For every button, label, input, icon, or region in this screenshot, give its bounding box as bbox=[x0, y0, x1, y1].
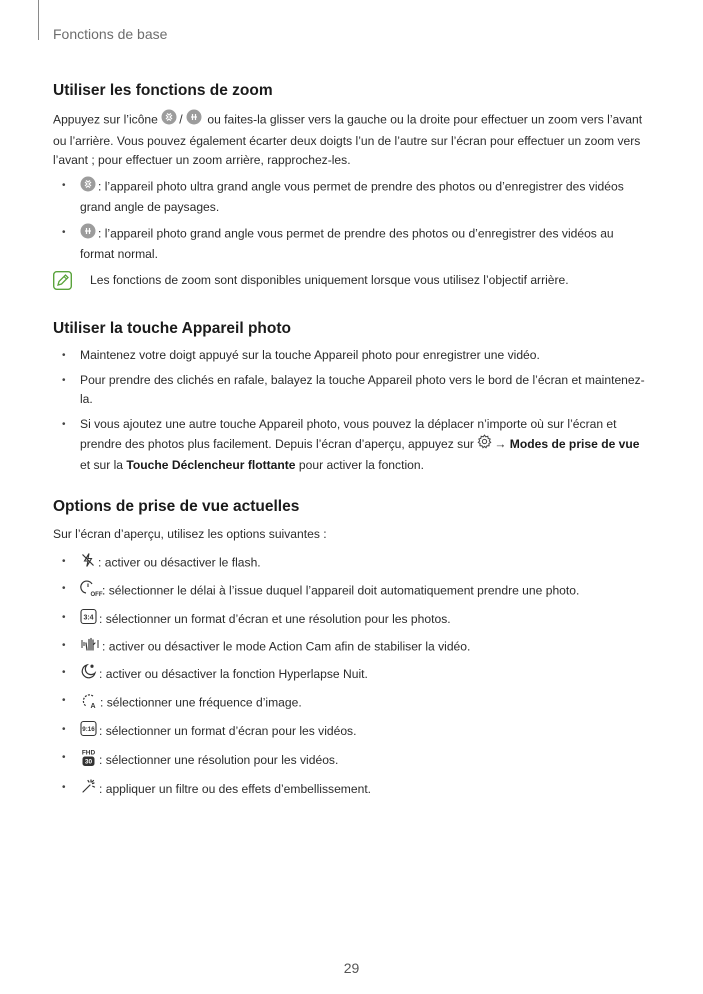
item-text: Pour prendre des clichés en rafale, balayez la touche Appareil photo vers le bord de l’écran et maintenez-la. bbox=[80, 372, 645, 406]
camera-button-heading: Utiliser la touche Appareil photo bbox=[53, 320, 291, 337]
frame-rate-icon bbox=[80, 691, 98, 716]
option-text: : sélectionner une résolution pour les vidéos. bbox=[99, 753, 339, 768]
svg-text:9:16: 9:16 bbox=[82, 726, 95, 734]
list-item bbox=[53, 748, 651, 774]
item-text: Si vous ajoutez une autre touche Appareil photo, vous pouvez la déplacer n’importe où sur l’écran et prendre des photos plus facilement. Depuis l’écran d’aperçu, appuyez sur bbox=[80, 416, 617, 451]
item-text: et sur la bbox=[80, 457, 124, 472]
list-item bbox=[53, 223, 651, 265]
item-text: Maintenez votre doigt appuyé sur la touche Appareil photo pour enregistrer une vidéo. bbox=[80, 348, 540, 362]
zoom-intro-a: Appuyez sur l’icône bbox=[53, 112, 158, 127]
flash-off-icon bbox=[80, 552, 96, 575]
bullet: • bbox=[62, 555, 66, 567]
bullet: • bbox=[62, 694, 66, 706]
svg-text:30: 30 bbox=[84, 758, 93, 766]
zoom-list bbox=[53, 176, 651, 265]
zoom-heading: Utiliser les fonctions de zoom bbox=[53, 82, 273, 99]
arrow: → bbox=[494, 436, 507, 451]
zoom-note bbox=[53, 271, 651, 291]
list-item bbox=[53, 552, 651, 575]
bullet: • bbox=[62, 752, 66, 764]
page-number: 29 bbox=[343, 960, 360, 976]
note-text: Les fonctions de zoom sont disponibles uniquement lorsque vous utilisez l’objectif arrière. bbox=[90, 272, 569, 287]
bullet: • bbox=[62, 782, 66, 794]
list-item bbox=[53, 176, 651, 218]
ultra-wide-zoom-icon bbox=[80, 176, 96, 199]
wide-zoom-icon bbox=[80, 223, 96, 246]
bullet: • bbox=[62, 226, 66, 238]
svg-text:OFF: OFF bbox=[90, 591, 103, 598]
option-text: : sélectionner le délai à l’issue duquel l’appareil doit automatiquement prendre une photo. bbox=[102, 583, 580, 598]
bullet: • bbox=[62, 418, 66, 430]
shooting-options-list bbox=[53, 552, 651, 802]
bullet: • bbox=[62, 724, 66, 736]
option-text: : sélectionner un format d’écran et une résolution pour les photos. bbox=[99, 611, 451, 626]
timer-off-icon bbox=[80, 579, 103, 604]
list-item bbox=[53, 579, 651, 604]
option-text: : sélectionner un format d’écran pour les vidéos. bbox=[99, 724, 357, 739]
header-rule bbox=[38, 0, 39, 40]
list-item bbox=[53, 720, 651, 744]
hyperlapse-night-icon bbox=[80, 663, 97, 687]
zoom-item-text: : l’appareil photo ultra grand angle vous permet de prendre des photos ou d’enregistrer des vidéos grand angle de paysages. bbox=[80, 178, 624, 214]
list-item bbox=[53, 663, 651, 687]
option-text: : sélectionner une fréquence d’image. bbox=[100, 695, 302, 710]
settings-gear-icon bbox=[477, 434, 492, 456]
shooting-options-heading: Options de prise de vue actuelles bbox=[53, 498, 300, 515]
item-text: pour activer la fonction. bbox=[298, 457, 424, 472]
bullet: • bbox=[62, 582, 66, 594]
note-pencil-icon bbox=[53, 271, 72, 297]
ultra-wide-zoom-icon bbox=[161, 109, 177, 132]
list-item bbox=[53, 778, 651, 802]
bullet: • bbox=[62, 350, 66, 361]
zoom-intro-sep: / bbox=[179, 112, 183, 127]
list-item bbox=[53, 608, 651, 632]
list-item bbox=[53, 346, 651, 366]
bullet: • bbox=[62, 666, 66, 678]
bullet: • bbox=[62, 179, 66, 191]
list-item bbox=[53, 371, 651, 410]
shooting-options-intro: Sur l’écran d’aperçu, utilisez les options suivantes : bbox=[53, 527, 327, 541]
zoom-intro-b: ou faites-la glisser vers la gauche ou la droite pour effectuer un zoom vers l’avant ou l’arrière. Vous pouvez également écarter deux doigts l’un de l’autre sur l’écran pour effectuer un zoom vers l’avant ; pour effectuer un zoom arrière, rapprochez-les. bbox=[53, 112, 643, 167]
video-resolution-icon bbox=[80, 748, 97, 774]
svg-text:FHD: FHD bbox=[81, 749, 96, 757]
option-text: : appliquer un filtre ou des effets d’embellissement. bbox=[99, 782, 372, 797]
bullet: • bbox=[62, 639, 66, 651]
menu-path-floating-shutter: Touche Déclencheur flottante bbox=[126, 457, 296, 472]
option-text: : activer ou désactiver la fonction Hyperlapse Nuit. bbox=[99, 666, 368, 681]
camera-button-list bbox=[53, 346, 651, 475]
zoom-item-text: : l’appareil photo grand angle vous permet de prendre des photos ou d’enregistrer des vidéos au format normal. bbox=[80, 225, 614, 261]
option-text: : activer ou désactiver le flash. bbox=[98, 554, 261, 569]
page-content bbox=[53, 82, 651, 806]
video-ratio-icon bbox=[80, 720, 97, 744]
bullet: • bbox=[62, 374, 66, 386]
section-title: Fonctions de base bbox=[53, 26, 168, 42]
list-item bbox=[53, 691, 651, 716]
bullet: • bbox=[62, 611, 66, 623]
svg-text:3:4: 3:4 bbox=[83, 614, 94, 622]
svg-text:A: A bbox=[90, 702, 96, 710]
menu-path-modes: Modes de prise de vue bbox=[509, 436, 640, 451]
action-cam-icon bbox=[80, 636, 100, 659]
list-item bbox=[53, 415, 651, 476]
zoom-intro bbox=[53, 109, 651, 171]
list-item bbox=[53, 636, 651, 659]
wide-zoom-icon bbox=[186, 109, 202, 132]
option-text: : activer ou désactiver le mode Action Cam afin de stabiliser la vidéo. bbox=[102, 639, 471, 654]
filter-icon bbox=[80, 778, 97, 802]
ratio-icon bbox=[80, 608, 97, 632]
